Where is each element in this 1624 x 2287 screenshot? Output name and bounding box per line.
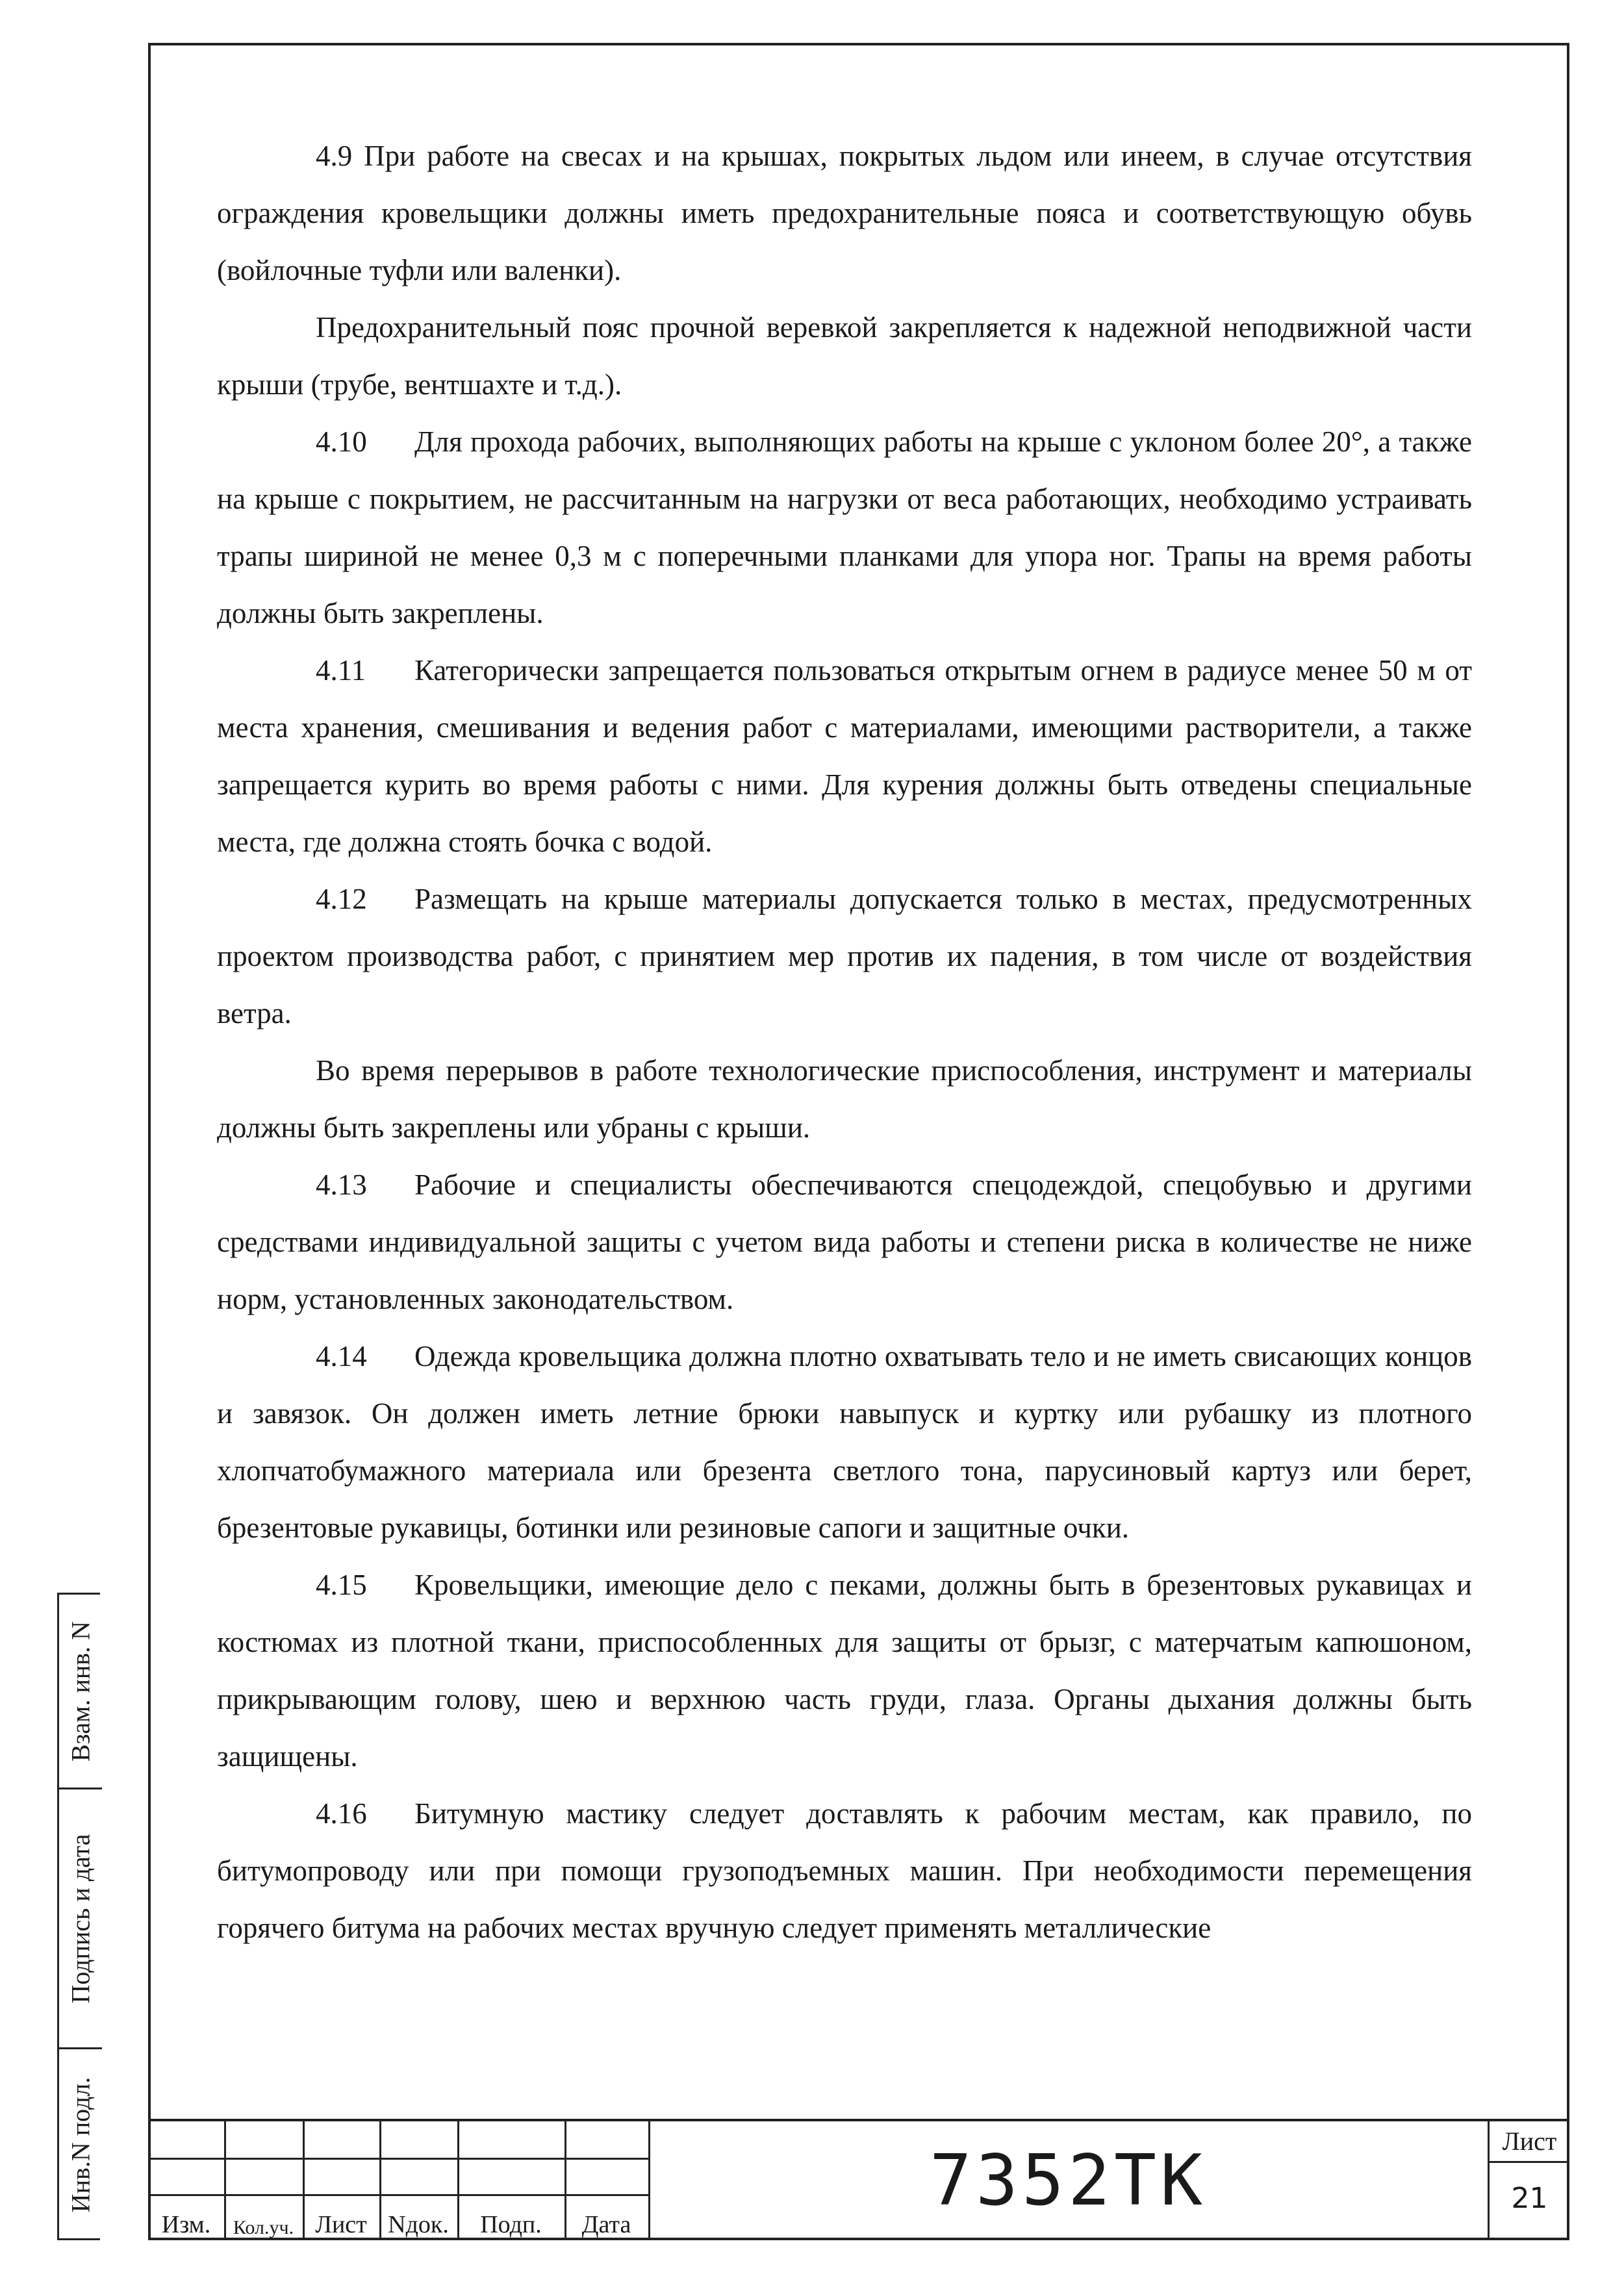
paragraph-text: Размещать на крыше материалы допускается только в местах, предусмотренных проектом производства работ, с принятием мер против их падения, в том числе от воздействия ветра.	[217, 883, 1472, 1030]
paragraph-4-12-cont	[217, 1042, 1472, 1156]
side-stamp-strip	[57, 1593, 100, 2240]
revision-grid	[148, 2121, 648, 2240]
side-label-vzam: Взам. инв. N	[66, 1621, 95, 1762]
sheet-box	[1488, 2121, 1569, 2240]
sheet-number: 21	[1511, 2182, 1548, 2215]
sheet-label: Лист	[1490, 2121, 1569, 2163]
paragraph-text: Битумную мастику следует доставлять к рабочим местам, как правило, по битумопроводу или при помощи грузоподъемных машин. При необходимости перемещения горячего битума на рабочих местах вручную следует применять металлические	[217, 1797, 1472, 1944]
paragraph-text: Одежда кровельщика должна плотно охватывать тело и не иметь свисающих концов и завязок. Он должен иметь летние брюки навыпуск и куртку или рубашку из плотного хлопчатобумажного материала или брезента светлого тона, парусиновый картуз или берет, брезентовые рукавицы, ботинки или резиновые сапоги и защитные очки.	[217, 1340, 1472, 1544]
paragraph-text: Категорически запрещается пользоваться открытым огнем в радиусе менее 50 м от места хранения, смешивания и ведения работ с материалами, имеющими растворители, а также запрещается курить во время работы с ними. Для курения должны быть отведены специальные места, где должна стоять бочка с водой.	[217, 654, 1472, 858]
paragraph-number: 4.15	[316, 1569, 367, 1601]
label-koluch: Кол.уч.	[233, 2217, 294, 2238]
paragraph-text: Кровельщики, имеющие дело с пеками, должны быть в брезентовых рукавицах и костюмах из плотной ткани, приспособленных для защиты от брызг, с матерчатым капюшоном, прикрывающим голову, шею и верхнюю часть груди, глаза. Органы дыхания должны быть защищены.	[217, 1569, 1472, 1773]
paragraph-4-9	[217, 127, 1472, 299]
paragraph-4-11	[217, 642, 1472, 870]
paragraph-4-13	[217, 1156, 1472, 1328]
label-podp: Подп.	[480, 2211, 542, 2238]
paragraph-text: Во время перерывов в работе технологические приспособления, инструмент и материалы должны быть закреплены или убраны с крыши.	[217, 1054, 1472, 1144]
side-label-podpis: Подпись и дата	[66, 1833, 95, 2004]
paragraph-4-15	[217, 1556, 1472, 1785]
label-data: Дата	[581, 2211, 631, 2238]
paragraph-number: 4.11	[316, 654, 366, 687]
paragraph-text: Рабочие и специалисты обеспечиваются спецодеждой, спецобувью и другими средствами индивидуальной защиты с учетом вида работы и степени риска в количестве не ниже норм, установленных законодательством.	[217, 1169, 1472, 1315]
paragraph-4-14	[217, 1328, 1472, 1556]
paragraph-number: 4.13	[316, 1169, 367, 1201]
label-ndok: Nдок.	[388, 2211, 449, 2238]
paragraph-number: 4.16	[316, 1797, 367, 1830]
document-code: 7352ТК	[929, 2140, 1207, 2221]
side-cell-vzam	[59, 1595, 102, 1789]
paragraph-text: Предохранительный пояс прочной веревкой закрепляется к надежной неподвижной части крыши (трубе, вентшахте и т.д.).	[217, 311, 1472, 401]
title-block	[148, 2119, 1569, 2240]
side-cell-podpis	[59, 1789, 102, 2049]
paragraph-4-16	[217, 1785, 1472, 1956]
paragraph-4-9-cont	[217, 299, 1472, 413]
paragraph-number: 4.14	[316, 1340, 367, 1372]
side-cell-inv	[59, 2049, 102, 2240]
side-label-inv: Инв.N подл.	[66, 2077, 95, 2213]
label-list: Лист	[315, 2211, 367, 2238]
paragraph-number: 4.12	[316, 883, 367, 915]
document-body	[217, 127, 1472, 1956]
paragraph-number: 4.10	[316, 425, 367, 458]
paragraph-4-12	[217, 870, 1472, 1042]
paragraph-text: Для прохода рабочих, выполняющих работы на крыше с уклоном более 20°, а также на крыше с покрытием, не рассчитанным на нагрузки от веса работающих, необходимо устраивать трапы шириной не менее 0,3 м с поперечными планками для упора ног. Трапы на время работы должны быть закреплены.	[217, 425, 1472, 629]
paragraph-text: 4.9 При работе на свесах и на крышах, покрытых льдом или инеем, в случае отсутствия ограждения кровельщики должны иметь предохранительные пояса и соответствующую обувь (войлочные туфли или валенки).	[217, 140, 1472, 286]
paragraph-4-10	[217, 413, 1472, 642]
label-izm: Изм.	[161, 2211, 211, 2238]
